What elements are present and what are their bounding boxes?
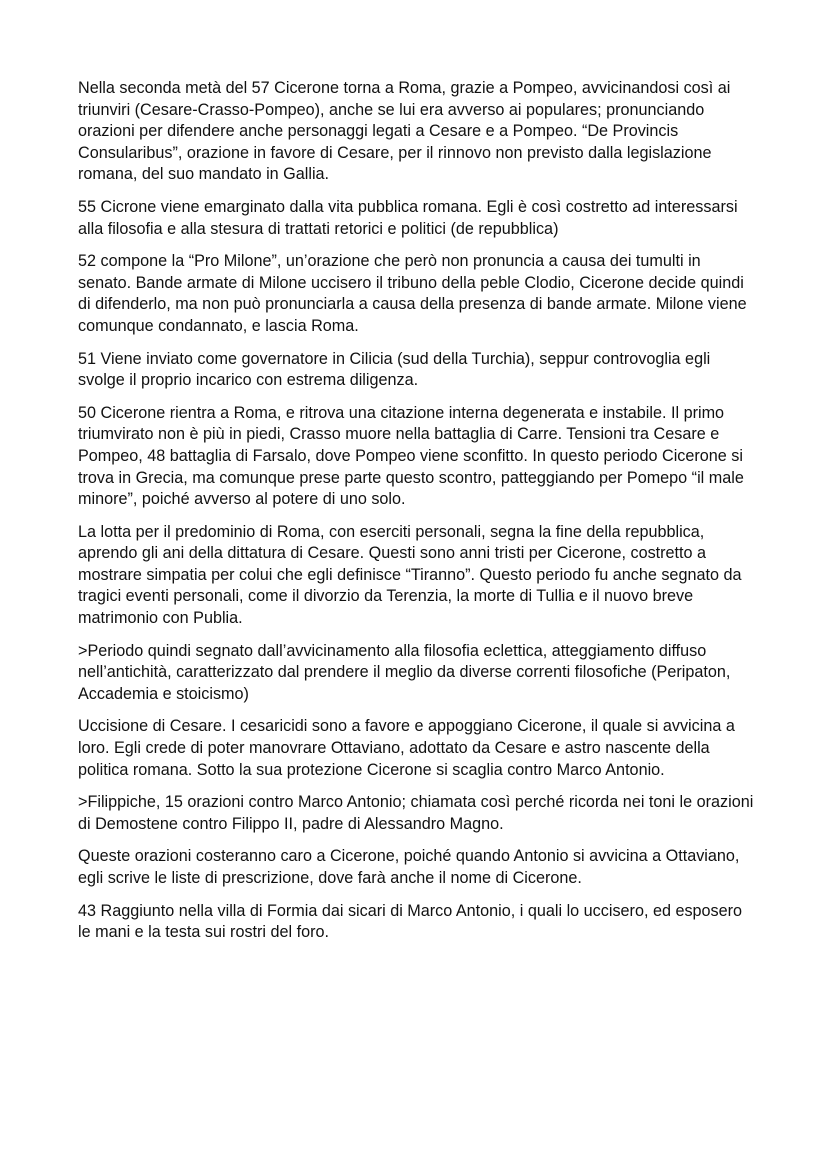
- paragraph-proscription: Queste orazioni costeranno caro a Cicerone, poiché quando Antonio si avvicina a Ottaviano, egli scrive le liste di prescrizione, dove farà anche il nome di Cicerone.: [78, 847, 740, 887]
- paragraph-43-death: 43 Raggiunto nella villa di Formia dai sicari di Marco Antonio, i quali lo uccisero, ed esposero le mani e la testa sui rostri del foro.: [78, 901, 743, 942]
- paragraph-55-marginalized: 55 Cicrone viene emarginato dalla vita pubblica romana. Egli è così costretto ad interessarsi alla filosofia e alla stesura di trattati retorici e politici (de repubblica): [78, 197, 738, 238]
- paragraph-dictatorship: La lotta per il predominio di Roma, con eserciti personali, segna la fine della repubblica, aprendo gli ani della dittatura di Cesare. Questi sono anni tristi per Cicerone, costretto a mostrare simpatia per colui che egli definisce “Tiranno”. Questo periodo fu anche segnato da tragici eventi personali, come il divorzio da Terenzia, la morte di Tullia e il nuovo breve matrimonio con Publia.: [78, 522, 742, 628]
- paragraph-philippics: >Filippiche, 15 orazioni contro Marco Antonio; chiamata così perché ricorda nei toni le orazioni di Demostene contro Filippo II, padre di Alessandro Magno.: [78, 793, 754, 833]
- paragraph-52-pro-milone: 52 compone la “Pro Milone”, un’orazione che però non pronuncia a causa dei tumulti in senato. Bande armate di Milone uccisero il tribuno della peble Clodio, Cicerone decide quindi di difenderlo, ma non può pronunciarla a causa della presenza di bande armate. Milone viene comunque condannato, e lascia Roma.: [78, 252, 747, 335]
- paragraph-50-civil-war: 50 Cicerone rientra a Roma, e ritrova una citazione interna degenerata e instabile. Il primo triumvirato non è più in piedi, Crasso muore nella battaglia di Carre. Tensioni tra Cesare e Pompeo, 48 battaglia di Farsalo, dove Pompeo viene sconfitto. In questo periodo Cicerone si trova in Grecia, ma comunque prese parte questo scontro, patteggiando per Pomepo “il male minore”, poiché avverso al potere di uno solo.: [78, 403, 744, 509]
- paragraph-eclectic-philosophy: >Periodo quindi segnato dall’avvicinamento alla filosofia eclettica, atteggiamento diffuso nell’antichità, caratterizzato dal prendere il meglio da diverse correnti filosofiche (Peripaton, Accademia e stoicismo): [78, 641, 731, 703]
- document-page: [78, 78, 758, 955]
- paragraph-caesar-murder: Uccisione di Cesare. I cesaricidi sono a favore e appoggiano Cicerone, il quale si avvicina a loro. Egli crede di poter manovrare Ottaviano, adottato da Cesare e astro nascente della politica romana. Sotto la sua protezione Cicerone si scaglia contro Marco Antonio.: [78, 717, 735, 779]
- paragraph-57-return-to-rome: Nella seconda metà del 57 Cicerone torna a Roma, grazie a Pompeo, avvicinandosi così ai triunviri (Cesare-Crasso-Pompeo), anche se lui era avverso ai populares; pronunciando orazioni per difendere anche personaggi legati a Cesare e a Pompeo. “De Provincis Consularibus”, orazione in favore di Cesare, per il rinnovo non previsto dalla legislazione romana, del suo mandato in Gallia.: [78, 79, 731, 184]
- paragraph-51-cilicia: 51 Viene inviato come governatore in Cilicia (sud della Turchia), seppur controvoglia egli svolge il proprio incarico con estrema diligenza.: [78, 349, 711, 390]
